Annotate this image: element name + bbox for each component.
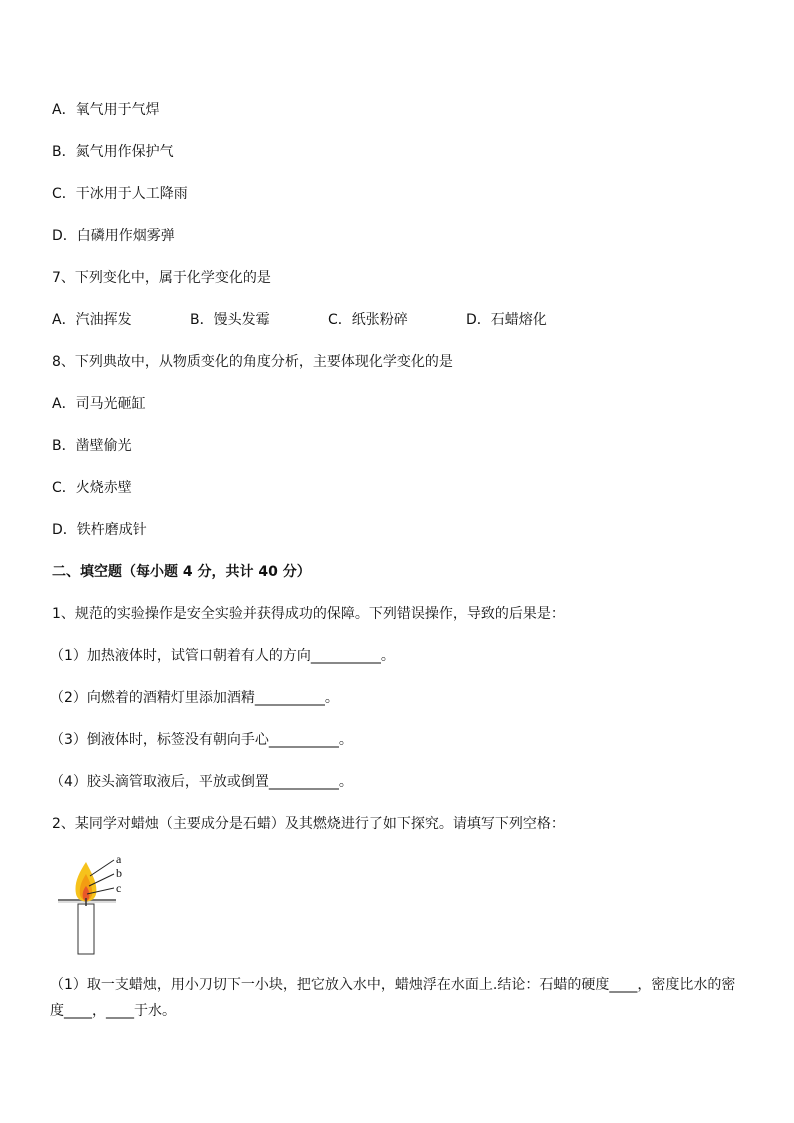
q8-stem: 8、下列典故中，从物质变化的角度分析，主要体现化学变化的是 <box>52 354 453 370</box>
fill1-stem: 1、规范的实验操作是安全实验并获得成功的保障。下列错误操作，导致的后果是： <box>52 606 565 622</box>
q7-option-b: B．馒头发霉 <box>190 312 270 328</box>
q7-options-row <box>52 310 547 330</box>
label-b: b <box>116 866 122 880</box>
q7-option-a: A．汽油挥发 <box>52 312 132 328</box>
q6-option-c: C．干冰用于人工降雨 <box>52 186 188 202</box>
q8-option-b: B．凿壁偷光 <box>52 438 132 454</box>
label-a: a <box>116 852 122 866</box>
label-c: c <box>116 881 122 895</box>
fill2-stem: 2、某同学对蜡烛（主要成分是石蜡）及其燃烧进行了如下探究。请填写下列空格： <box>52 816 565 832</box>
q6-option-d: D．白磷用作烟雾弹 <box>52 228 175 244</box>
q7-stem: 7、下列变化中，属于化学变化的是 <box>52 270 271 286</box>
pointer-a <box>90 860 114 876</box>
q7-option-d: D．石蜡熔化 <box>466 312 547 328</box>
q8-option-a: A．司马光砸缸 <box>52 396 146 412</box>
q7-option-c: C．纸张粉碎 <box>328 312 408 328</box>
fill1-item-1: （1）加热液体时，试管口朝着有人的方向__________。 <box>50 648 395 664</box>
section-2-title: 二、填空题（每小题 4 分，共计 40 分） <box>52 564 311 580</box>
fill1-item-2: （2）向燃着的酒精灯里添加酒精__________。 <box>50 690 339 706</box>
candle-flame-figure <box>56 848 136 956</box>
fill1-item-3: （3）倒液体时，标签没有朝向手心__________。 <box>50 732 353 748</box>
q6-option-b: B．氮气用作保护气 <box>52 144 174 160</box>
q8-option-d: D．铁杵磨成针 <box>52 522 147 538</box>
q6-option-a: A．氧气用于气焊 <box>52 102 160 118</box>
fill1-item-4: （4）胶头滴管取液后，平放或倒置__________。 <box>50 774 353 790</box>
candle-body <box>78 904 94 954</box>
q8-option-c: C．火烧赤壁 <box>52 480 132 496</box>
fill2-item-1: （1）取一支蜡烛，用小刀切下一小块，把它放入水中，蜡烛浮在水面上.结论：石蜡的硬度____，密度比水的密度____，____于水。 <box>50 977 736 1019</box>
